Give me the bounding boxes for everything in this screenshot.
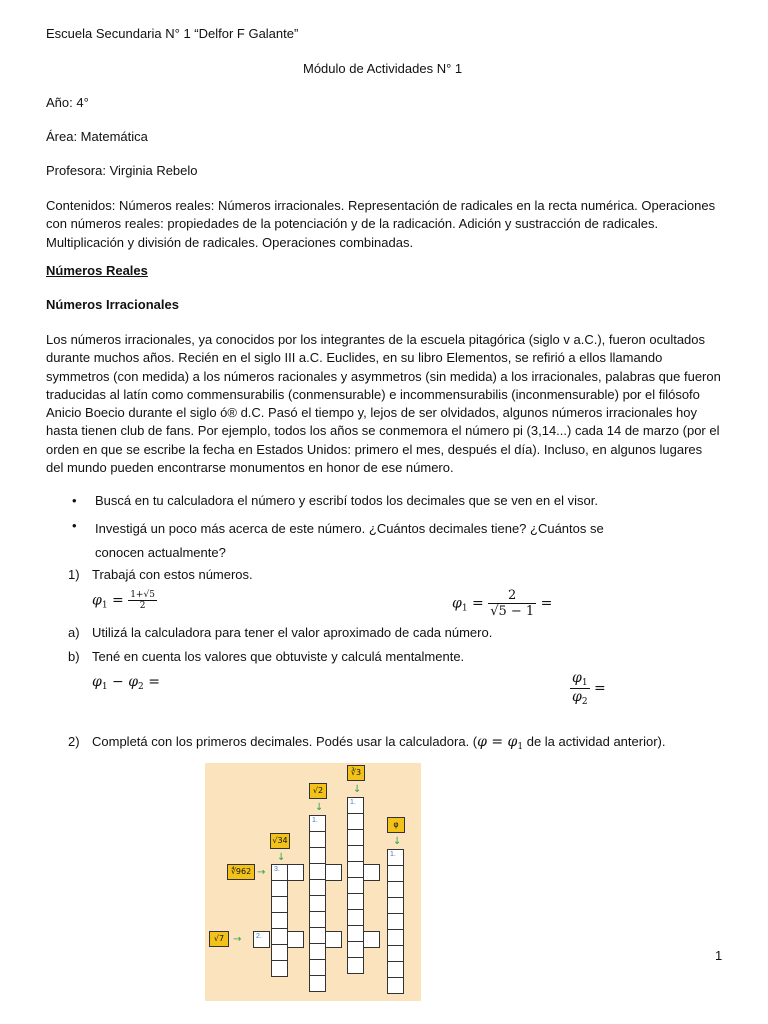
item-a-text: Utilizá la calculadora para tener el valor aproximado de cada número. xyxy=(92,625,493,640)
crossword-cell[interactable] xyxy=(309,863,326,880)
crossword-cell[interactable] xyxy=(271,944,288,961)
activity-1-text: Trabajá con estos números. xyxy=(92,567,253,582)
crossword-puzzle xyxy=(205,763,421,1001)
crossword-cell[interactable] xyxy=(387,929,404,946)
crossword-cell[interactable] xyxy=(363,931,380,948)
area-line: Área: Matemática xyxy=(46,129,148,144)
activity-1-number: 1) xyxy=(68,567,80,582)
crossword-cell[interactable] xyxy=(271,880,288,897)
bullet-item-2: Investigá un poco más acerca de este número. ¿Cuántos decimales tiene? ¿Cuántos se conocen actualmente? xyxy=(95,521,604,560)
cube-root-3-clue: ∛3 xyxy=(347,765,365,781)
crossword-cell[interactable] xyxy=(287,864,304,881)
crossword-cell[interactable]: 2. xyxy=(253,931,270,948)
crossword-cell[interactable] xyxy=(271,912,288,929)
crossword-cell[interactable] xyxy=(363,864,380,881)
crossword-cell[interactable] xyxy=(347,941,364,958)
crossword-cell[interactable] xyxy=(347,909,364,926)
crossword-cell[interactable]: 3. xyxy=(271,864,288,881)
fourth-root-962-clue: ∜962 xyxy=(227,864,255,880)
item-a-label: a) xyxy=(68,625,80,640)
sqrt-2-clue: √2 xyxy=(309,783,327,799)
arrow-down-icon: ↓ xyxy=(393,836,402,847)
item-b-text: Tené en cuenta los valores que obtuviste y calculá mentalmente. xyxy=(92,649,465,664)
crossword-cell[interactable] xyxy=(387,961,404,978)
crossword-cell[interactable] xyxy=(347,845,364,862)
crossword-cell[interactable] xyxy=(271,896,288,913)
crossword-cell[interactable] xyxy=(347,829,364,846)
module-title: Módulo de Actividades N° 1 xyxy=(303,61,463,76)
crossword-cell[interactable] xyxy=(309,975,326,992)
arrow-right-icon: → xyxy=(233,934,242,945)
arrow-right-icon: → xyxy=(257,867,266,878)
activity-2-number: 2) xyxy=(68,734,80,749)
arrow-down-icon: ↓ xyxy=(353,784,362,795)
bullet-dot: • xyxy=(72,518,77,533)
section-title-reales: Números Reales xyxy=(46,263,148,278)
phi-clue: φ xyxy=(387,817,405,833)
crossword-cell[interactable] xyxy=(347,813,364,830)
crossword-cell[interactable] xyxy=(347,877,364,894)
bullet-item-1: Buscá en tu calculadora el número y escribí todos los decimales que se ven en el visor. xyxy=(95,493,598,508)
crossword-cell[interactable] xyxy=(387,913,404,930)
crossword-cell[interactable] xyxy=(309,927,326,944)
crossword-cell[interactable] xyxy=(325,931,342,948)
crossword-cell[interactable] xyxy=(271,928,288,945)
activity-2-text: Completá con los primeros decimales. Podés usar la calculadora. ($\varphi = \varphi_1$ de la actividad anterior). xyxy=(92,734,666,752)
crossword-cell[interactable] xyxy=(387,945,404,962)
crossword-cell[interactable] xyxy=(387,881,404,898)
crossword-cell[interactable] xyxy=(309,831,326,848)
intro-paragraph: Los números irracionales, ya conocidos por los integrantes de la escuela pitagórica (siglo v a.C.), fueron ocultados durante muchos años. Recién en el siglo III a.C. Euclides, en su libro Elementos, se refirió a ellos llamando symmetros (con medida) a los números racionales y asymmetros (sin medida) a los irracionales, palabras que fueron traducidas al latín como commensurabilis (conmensurable) e incommensurabilis (inconmensurable) por el filósofo Anicio Boecio durante el siglo ó® d.C. Pasó el tiempo y, lejos de ser olvidados, algunos números irracionales hoy hasta tienen club de fans. Por ejemplo, todos los años se conmemora el número pi (3,14...) cada 14 de marzo (por el orden en que se escribe la fecha en Estados Unidos: primero el mes, después el día). Incluso, en algunos lugares del mundo pueden encontrarse monumentos en honor de ese número. xyxy=(46,332,721,476)
crossword-cell[interactable] xyxy=(347,861,364,878)
section-title-irracionales: Números Irracionales xyxy=(46,297,179,312)
crossword-cell[interactable] xyxy=(309,847,326,864)
crossword-cell[interactable]: 1. xyxy=(347,797,364,814)
crossword-cell[interactable] xyxy=(309,959,326,976)
crossword-cell[interactable] xyxy=(309,895,326,912)
arrow-down-icon: ↓ xyxy=(277,852,286,863)
crossword-cell[interactable] xyxy=(309,943,326,960)
year-line: Año: 4° xyxy=(46,95,89,110)
crossword-cell[interactable]: 1. xyxy=(387,849,404,866)
item-b-label: b) xyxy=(68,649,80,664)
crossword-cell[interactable] xyxy=(287,931,304,948)
crossword-cell[interactable] xyxy=(325,864,342,881)
crossword-cell[interactable] xyxy=(387,865,404,882)
bullet-dot: • xyxy=(72,493,77,508)
phi1-fraction-expression: $\varphi_1$ = $\frac{1+√5}{2}$ xyxy=(92,590,155,611)
crossword-cell[interactable] xyxy=(309,879,326,896)
phi2-fraction-expression: $\varphi_1$ = $\frac{2}{√5 - 1}$ = xyxy=(452,588,553,619)
page-number: 1 xyxy=(715,948,723,963)
school-name: Escuela Secundaria N° 1 “Delfor F Galante” xyxy=(46,26,299,41)
crossword-cell[interactable] xyxy=(347,957,364,974)
sqrt-34-clue: √34 xyxy=(270,833,290,849)
crossword-cell[interactable] xyxy=(309,911,326,928)
arrow-down-icon: ↓ xyxy=(315,802,324,813)
crossword-cell[interactable] xyxy=(347,925,364,942)
crossword-cell[interactable] xyxy=(387,977,404,994)
sqrt-7-clue: √7 xyxy=(209,931,229,947)
difference-expression: $\varphi_1 - \varphi_2$ = xyxy=(92,674,160,692)
crossword-cell[interactable] xyxy=(387,897,404,914)
contents-paragraph: Contenidos: Números reales: Números irracionales. Representación de radicales en la recta numérica. Operaciones con números reales: propiedades de la potenciación y de la radicación. Adición y sustracción de radicales. Multiplicación y división de radicales. Operaciones combinadas. xyxy=(46,198,716,250)
quotient-expression: $\frac{\varphi_1}{\varphi_2}$ = xyxy=(572,670,606,707)
crossword-cell[interactable]: 1. xyxy=(309,815,326,832)
crossword-cell[interactable] xyxy=(271,960,288,977)
teacher-line: Profesora: Virginia Rebelo xyxy=(46,163,198,178)
crossword-cell[interactable] xyxy=(347,893,364,910)
